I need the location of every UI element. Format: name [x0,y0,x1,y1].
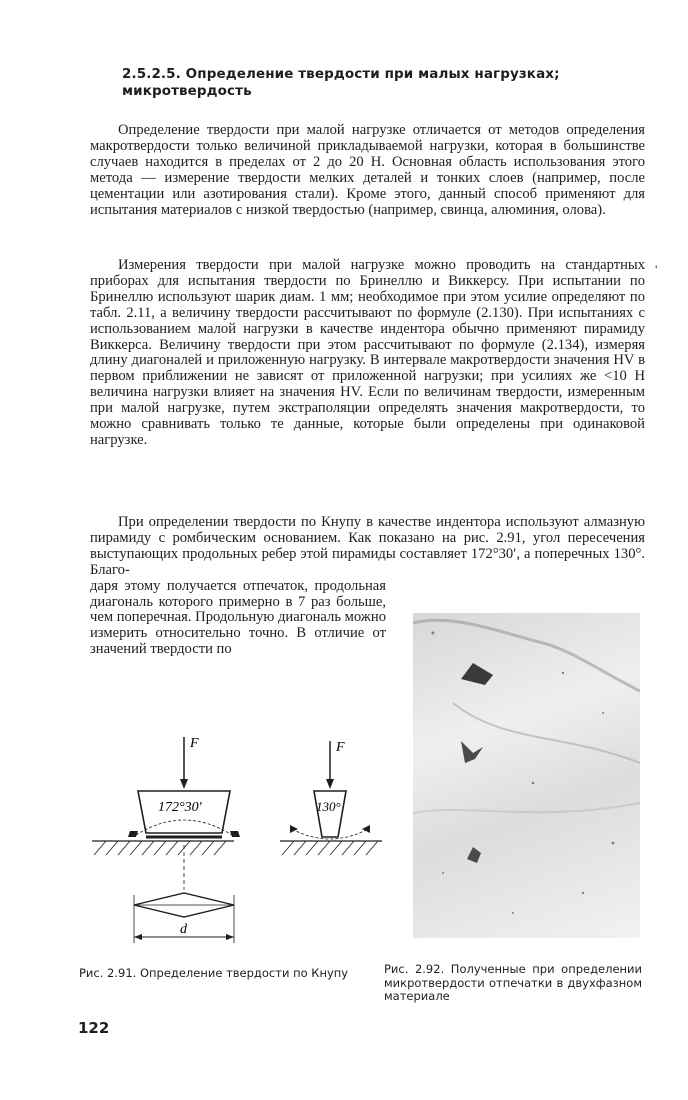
paragraph-2 [90,258,645,449]
paragraph-1-text: Определение твердости при малой нагрузке отличается от методов определения макротвердости только величиной прикладываемой нагрузки, которая в большинстве случаев находится в пределах от 2 до 20 Н. Основная область использования этого метода — измерение твердости мелких деталей и тонких слоев (например, после цементации или азотирования стали). Кроме этого, данный способ применяют для испытания материалов с низкой твердостью (например, свинца, алюминия, олова). [90,122,645,218]
force-arrow-right-head [326,779,334,789]
dim-arrow-left [134,934,142,940]
micrograph-image [413,613,640,938]
micrograph-drawing [413,613,640,938]
arrow-mark-left-b [230,831,240,837]
ground-hatch-right [282,841,378,855]
force-label-left: F [190,736,199,751]
imprint-small [467,847,481,863]
imprint-large [461,663,493,685]
section-heading [122,66,622,100]
angle-label-long: 172°30′ [158,800,202,815]
arrow-mark-right-b [362,825,370,833]
section-heading-line1: 2.5.2.5. Определение твердости при малых нагрузках; [122,66,560,82]
paragraph-2-text: Измерения твердости при малой нагрузке можно проводить на стандартных приборах для испытания твердости по Бринеллю и Виккерсу. При испытании по Бринеллю используют шарик диам. 1 мм; необходимое при этом усилие определяют по табл. 2.11, а величину твердости рассчитывают по формуле (2.130). При испытаниях с использованием малой нагрузки в качестве индентора обычно применяют пирамиду Виккерса. Величину твердости при этом рассчитывают по формуле (2.134), измеряя длину диагоналей и приложенную нагрузку. В интервале макротвердости значения HV в первом приближении не зависят от приложенной нагрузки; при усилиях же <10 Н величина нагрузки влияет на значения HV. Если по величинам твердости, измеренным при малой нагрузке, путем экстраполяции определять значения макротвердости, то можно сравнивать только те данные, которые были определены при одинаковой нагрузке. [90,257,645,448]
paragraph-3-full-width: При определении твердости по Кнупу в качестве индентора используют алмазную пирамиду с ромбическим основанием. Как показано на рис. 2.91, угол пересечения выступающих продольных ребер этой пирамиды составляет 172°30′, а поперечных 130°. Благо- [90,514,645,578]
force-label-right: F [336,740,345,755]
force-arrow-left-head [180,779,188,789]
arrow-mark-left-a [128,831,138,837]
indenter-cross [314,791,346,837]
dim-arrow-right [226,934,234,940]
figure-caption-2-92: Рис. 2.92. Полученные при определении микротвердости отпечатки в двухфазном материале [384,962,642,1003]
ground-hatch-left [94,841,226,855]
figure-caption-2-91: Рис. 2.91. Определение твердости по Кнупу [79,966,349,980]
margin-mark: ' [655,262,658,277]
page-number: 122 [78,1019,110,1037]
diagonal-label: d [180,922,187,937]
paragraph-1 [90,123,645,218]
section-heading-line2: микротвердость [122,83,252,99]
knoop-indenter-diagram [84,725,384,965]
imprint-medium [461,741,483,763]
paragraph-3-narrow: даря этому получается отпечаток, продольная диагональ которого примерно в 7 раз больше, чем поперечная. Продольную диагональ можно измерить относительно точно. В отличие от значений твердости по [90,577,386,658]
angle-label-cross: 130° [316,799,341,814]
